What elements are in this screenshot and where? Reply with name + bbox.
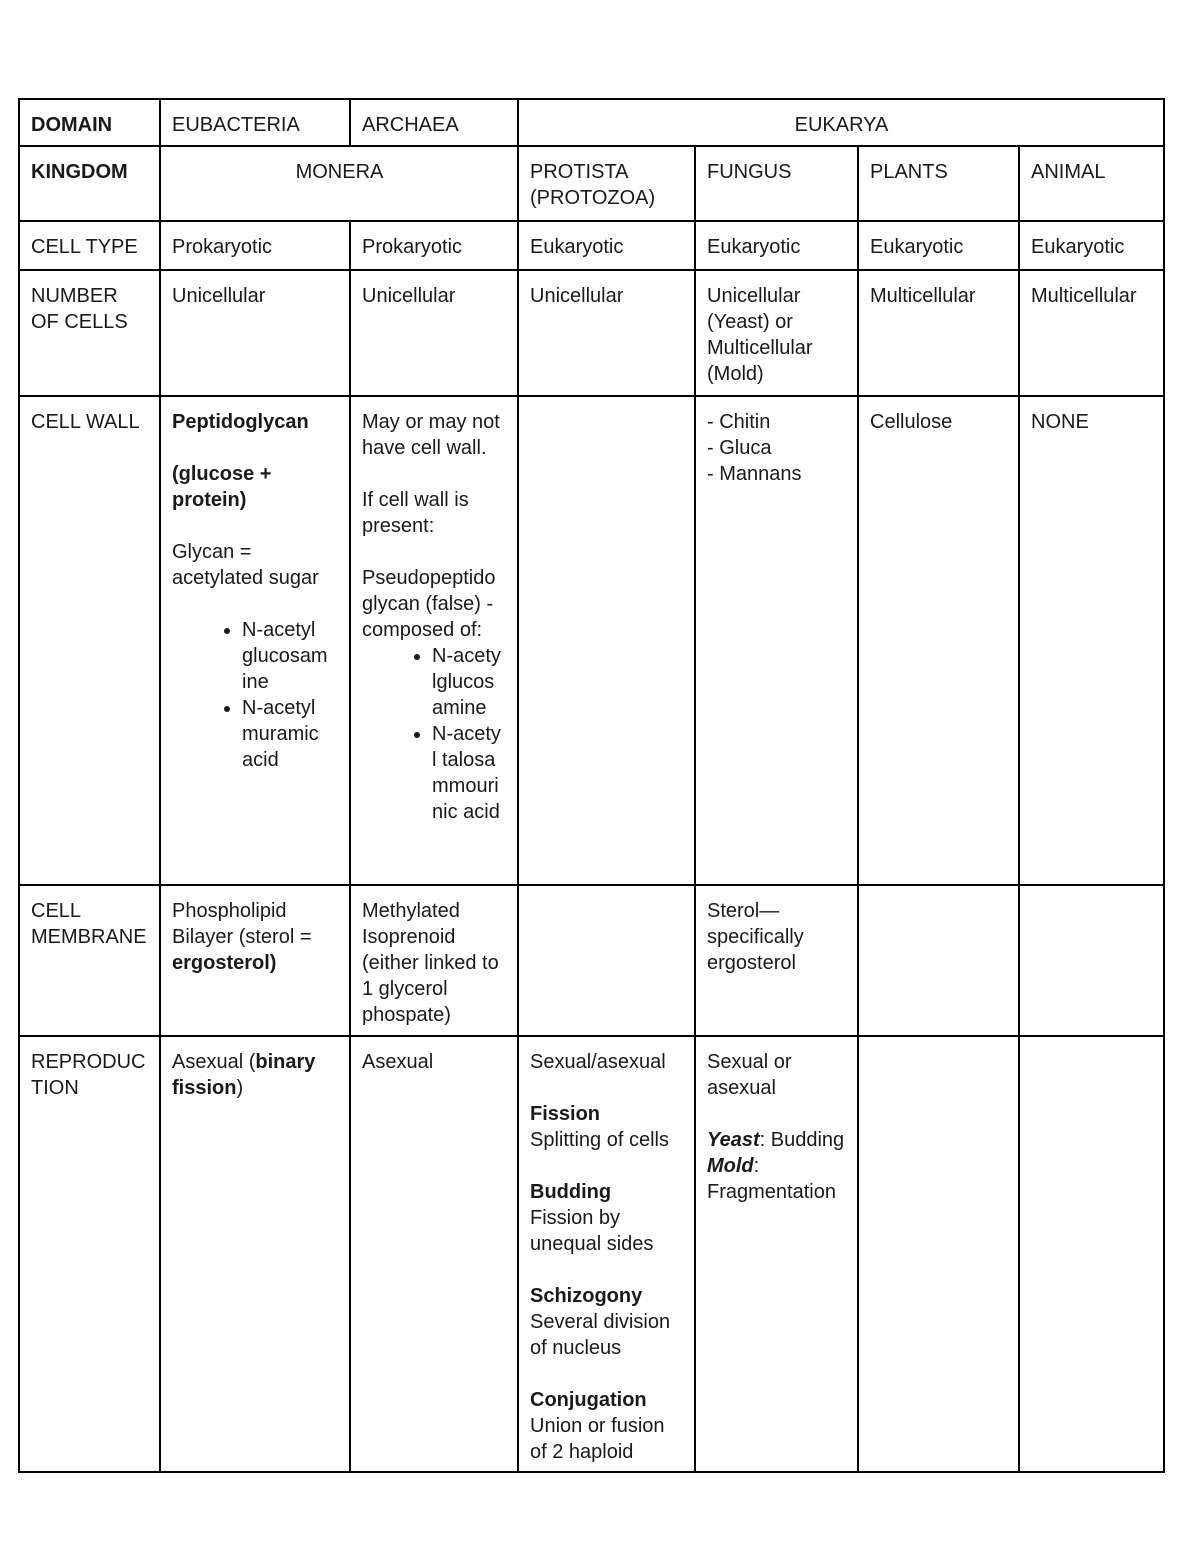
repro-eubacteria-bold: binary fission — [172, 1051, 316, 1099]
cells-fungus: Unicellular (Yeast) or Multicellular (Mold) — [695, 270, 858, 396]
cell-membrane-fungus: Sterol— specifically ergosterol — [695, 885, 858, 1036]
cell-wall-label: CELL WALL — [19, 396, 160, 885]
repro-type-desc: Splitting of cells — [530, 1129, 669, 1151]
mold-value: : — [753, 1155, 760, 1177]
repro-type-name: Fission — [530, 1103, 601, 1125]
repro-type-desc: Union or fusion of 2 haploid — [530, 1415, 665, 1463]
row-domain — [19, 99, 1164, 146]
mold-label: Mold — [707, 1155, 754, 1177]
fungus-wall-item: - Gluca — [707, 437, 772, 459]
archaea-sugar-list — [362, 643, 507, 825]
cell-type-animal: Eukaryotic — [1019, 221, 1164, 270]
kingdom-label: KINGDOM — [19, 146, 160, 221]
row-cell-wall — [19, 396, 1164, 885]
peptidoglycan-subtitle: (glucose + protein) — [172, 463, 272, 511]
repro-type-desc: Several division of nucleus — [530, 1311, 671, 1359]
reproduction-plants — [858, 1036, 1019, 1472]
cell-wall-archaea — [350, 396, 518, 885]
membrane-eubacteria-text: Phospholipid Bilayer (sterol = — [172, 900, 312, 948]
kingdom-plants: PLANTS — [858, 146, 1019, 221]
cell-type-archaea: Prokaryotic — [350, 221, 518, 270]
cell-type-protista: Eukaryotic — [518, 221, 695, 270]
list-item: • N-acetyl muramic acid — [242, 695, 339, 773]
list-item: • N-acety lglucos amine — [432, 643, 507, 721]
fungus-wall-item: - Mannans — [707, 463, 802, 485]
cell-membrane-archaea: Methylated Isoprenoid (either linked to 1 glycerol phospate) — [350, 885, 518, 1036]
row-kingdom — [19, 146, 1164, 221]
cell-type-plants: Eukaryotic — [858, 221, 1019, 270]
reproduction-archaea: Asexual — [350, 1036, 518, 1472]
cell-membrane-eubacteria — [160, 885, 350, 1036]
fungus-repro-mold — [707, 1153, 847, 1179]
cell-membrane-animal — [1019, 885, 1164, 1036]
fungus-repro-yeast — [707, 1127, 847, 1153]
repro-type-name: Budding — [530, 1181, 612, 1203]
glycan-note: Glycan = acetylated sugar — [172, 541, 319, 589]
reproduction-animal — [1019, 1036, 1164, 1472]
cell-wall-plants: Cellulose — [858, 396, 1019, 885]
archaea-wall-line3: Pseudopeptido glycan (false) - composed of: — [362, 567, 496, 641]
fungus-repro-intro: Sexual or asexual — [707, 1051, 792, 1099]
cell-wall-animal: NONE — [1019, 396, 1164, 885]
eubacteria-sugar-list — [172, 617, 339, 773]
archaea-wall-line1: May or may not have cell wall. — [362, 411, 500, 459]
cells-animal: Multicellular — [1019, 270, 1164, 396]
mold-desc: Fragmentation — [707, 1181, 836, 1203]
reproduction-label: REPRODUC TION — [19, 1036, 160, 1472]
cell-wall-protista — [518, 396, 695, 885]
cells-protista: Unicellular — [518, 270, 695, 396]
repro-type-desc: Fission by unequal sides — [530, 1207, 654, 1255]
cells-archaea: Unicellular — [350, 270, 518, 396]
cells-plants: Multicellular — [858, 270, 1019, 396]
archaea-wall-line2: If cell wall is present: — [362, 489, 469, 537]
list-item: • N-acety l talosa mmouri nic acid — [432, 721, 507, 825]
kingdom-classification-table — [18, 98, 1165, 1473]
reproduction-eubacteria — [160, 1036, 350, 1472]
kingdom-monera: MONERA — [160, 146, 518, 221]
row-reproduction — [19, 1036, 1164, 1472]
repro-type-name: Conjugation — [530, 1389, 647, 1411]
fungus-wall-item: - Chitin — [707, 411, 771, 433]
cell-membrane-label: CELL MEMBRANE — [19, 885, 160, 1036]
cell-wall-fungus — [695, 396, 858, 885]
cell-wall-eubacteria — [160, 396, 350, 885]
reproduction-protista — [518, 1036, 695, 1472]
cell-membrane-protista — [518, 885, 695, 1036]
cell-type-eubacteria: Prokaryotic — [160, 221, 350, 270]
kingdom-fungus: FUNGUS — [695, 146, 858, 221]
kingdom-protista: PROTISTA (PROTOZOA) — [518, 146, 695, 221]
list-item: • N-acetyl glucosam ine — [242, 617, 339, 695]
cell-type-label: CELL TYPE — [19, 221, 160, 270]
row-number-of-cells — [19, 270, 1164, 396]
membrane-eubacteria-bold: ergosterol) — [172, 952, 277, 974]
reproduction-fungus — [695, 1036, 858, 1472]
repro-eubacteria-c: ) — [236, 1077, 244, 1099]
domain-eubacteria: EUBACTERIA — [160, 99, 350, 146]
domain-archaea: ARCHAEA — [350, 99, 518, 146]
number-of-cells-label: NUMBER OF CELLS — [19, 270, 160, 396]
row-cell-membrane — [19, 885, 1164, 1036]
domain-eukarya: EUKARYA — [518, 99, 1164, 146]
yeast-label: Yeast — [707, 1129, 760, 1151]
cell-membrane-plants — [858, 885, 1019, 1036]
protista-repro-intro: Sexual/asexual — [530, 1051, 666, 1073]
domain-label: DOMAIN — [19, 99, 160, 146]
kingdom-animal: ANIMAL — [1019, 146, 1164, 221]
yeast-value: : Budding — [759, 1129, 845, 1151]
row-cell-type — [19, 221, 1164, 270]
cells-eubacteria: Unicellular — [160, 270, 350, 396]
repro-type-name: Schizogony — [530, 1285, 643, 1307]
repro-eubacteria-a: Asexual ( — [172, 1051, 256, 1073]
peptidoglycan-title: Peptidoglycan — [172, 411, 309, 433]
cell-type-fungus: Eukaryotic — [695, 221, 858, 270]
